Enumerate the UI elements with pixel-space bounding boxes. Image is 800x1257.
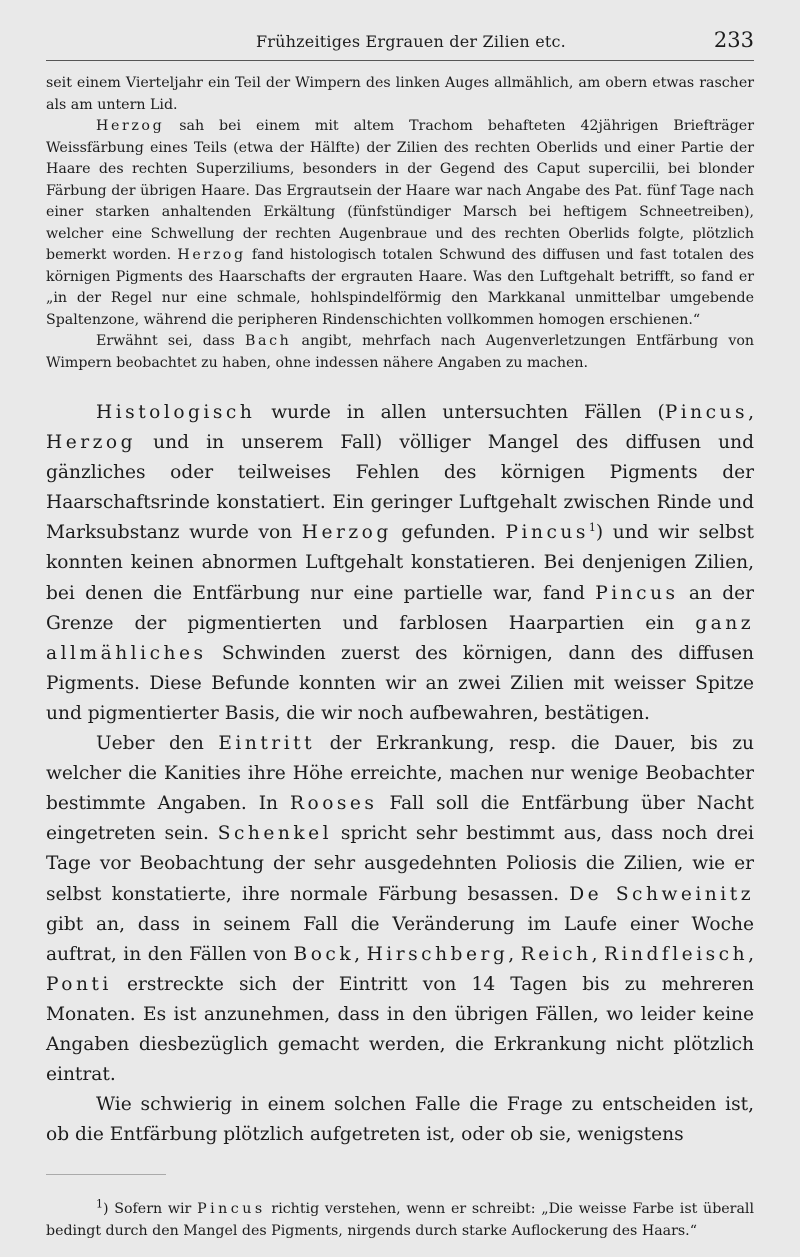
text-span: richtig verstehen, wenn er schreibt: „Die weisse Farbe ist überall bedingt durch den Mangel des Pigments, nirgends durch starke Auflockerung des Haars.“ xyxy=(46,1201,754,1239)
author-name: Herzog xyxy=(177,247,246,263)
small-paragraph-3 xyxy=(46,331,754,374)
text-span: gibt an, dass in seinem Fall die Veränderung im Laufe einer Woche auftrat, in den Fällen von xyxy=(46,913,754,965)
text-span: erstreckte sich der Eintritt von 14 Tagen bis zu mehreren Monaten. Es ist anzunehmen, dass in den übrigen Fällen, wo leider keine Angaben diesbezüglich gemacht werden, die Erkrankung nicht plötzlich eintrat. xyxy=(46,973,754,1086)
author-name: De Schweinitz xyxy=(569,883,755,905)
footnote xyxy=(46,1199,754,1242)
emphasis: Histologisch xyxy=(96,402,256,423)
author-name: Herzog xyxy=(96,118,165,134)
author-name: Herzog xyxy=(46,432,137,454)
text-span: angibt, mehrfach nach Augenverletzungen Entfärbung von Wimpern beobachtet zu haben, ohne indessen nähere Angaben zu machen. xyxy=(46,333,755,371)
main-paragraph-3: Wie schwierig in einem solchen Falle die Frage zu entscheiden ist, ob die Entfärbung plötzlich aufgetreten ist, oder ob sie, wenigstens xyxy=(46,1094,754,1146)
author-name: Pincus xyxy=(664,402,749,423)
text-span: , xyxy=(748,402,754,423)
text-span: an der Grenze der pigmentierten und farblosen Haarpartien ein xyxy=(46,582,755,634)
author-name: Rooses xyxy=(290,793,378,815)
main-text-block xyxy=(46,398,754,1150)
text-span: ) Sofern wir xyxy=(103,1201,192,1218)
small-paragraph-2 xyxy=(46,116,754,331)
main-paragraph-2 xyxy=(46,729,754,1090)
text-span: , xyxy=(748,943,754,965)
page-number: 233 xyxy=(713,28,754,52)
author-name: Reich xyxy=(520,943,592,965)
author-name: Pincus xyxy=(197,1201,266,1218)
footnote-text xyxy=(46,1199,754,1242)
text-span: , xyxy=(354,943,361,965)
text-span: wurde in allen untersuchten Fällen ( xyxy=(271,402,665,423)
text-span: Fall soll die Entfärbung über Nacht eingetreten sein. xyxy=(46,793,754,845)
emphasis: ganz allmähliches xyxy=(46,612,754,664)
text-span: der Erkrankung, resp. die Dauer, bis zu welcher die Kanities ihre Höhe erreichte, machen nur wenige Beobachter bestimmte Angaben. In xyxy=(46,733,754,815)
text-span: ) und wir selbst konnten keinen abnormen Luftgehalt konstatieren. Bei denjenigen Zilien, bei denen die Entfärbung nur eine partielle war, fand xyxy=(46,522,754,604)
text-span: Erwähnt sei, dass xyxy=(96,333,235,349)
text-span: , xyxy=(591,943,598,965)
author-name: Pincus xyxy=(595,582,679,604)
small-paragraph-1: seit einem Vierteljahr ein Teil der Wimpern des linken Auges allmählich, am obern etwas rascher als am untern Lid. xyxy=(46,75,754,113)
text-span: fand histologisch totalen Schwund des diffusen und fast totalen des körnigen Pigments des Haarschafts der ergrauten Haare. Was den Luftgehalt betrifft, so fand er „in der Regel nur eine schmale, hohlspindelförmig den Markkanal unmittelbar umgebende Spaltenzone, während die peripheren Rindenschichten vollkommen homogen erschienen.“ xyxy=(46,247,755,328)
main-paragraph-1 xyxy=(46,398,754,729)
text-span: und in unserem Fall) völliger Mangel des diffusen und gänzliches oder teilweises Fehlen des körnigen Pigments der Haarschaftsrinde konstatiert. Ein geringer Luftgehalt zwischen Rinde und Marksubstanz wurde von xyxy=(46,432,754,544)
text-span: Schwinden zuerst des körnigen, dann des diffusen Pigments. Diese Befunde konnten wir an zwei Zilien mit weisser Spitze und pigmentierter Basis, die wir noch aufbewahren, bestätigen. xyxy=(46,642,754,724)
author-name: Rindfleisch xyxy=(604,943,749,965)
footnote-divider xyxy=(46,1174,166,1175)
author-name: Herzog xyxy=(301,522,392,544)
author-name: Hirschberg xyxy=(366,943,509,965)
author-name: Bock xyxy=(293,943,355,965)
footnote-marker: 1 xyxy=(96,1197,103,1211)
text-span: gefunden. xyxy=(401,522,496,544)
running-header xyxy=(46,26,754,61)
author-name: Bach xyxy=(245,333,292,349)
header-title: Frühzeitiges Ergrauen der Zilien etc. xyxy=(256,32,566,51)
text-span: spricht sehr bestimmt aus, dass noch drei Tage vor Beobachtung der sehr ausgedehnten Poliosis die Zilien, wie er selbst konstatierte, ihre normale Färbung besassen. xyxy=(46,823,754,905)
text-span: , xyxy=(508,943,515,965)
small-print-block xyxy=(46,73,754,374)
text-span: Ueber den xyxy=(96,733,204,755)
author-name: Pincus xyxy=(505,522,589,544)
author-name: Ponti xyxy=(46,973,112,995)
emphasis: Eintritt xyxy=(218,733,316,755)
footnote-ref: 1 xyxy=(588,521,596,535)
text-span: sah bei einem mit altem Trachom behafteten 42jährigen Briefträger Weissfärbung eines Teils (etwa der Hälfte) der Zilien des rechten Oberlids und einer Partie der Haare des rechten Superziliums, besonders in der Gegend des Caput supercilii, bei blonder Färbung der übrigen Haare. Das Ergrautsein der Haare war nach Angabe des Pat. fünf Tage nach einer starken anhaltenden Erkältung (fünfstündiger Marsch bei heftigem Schneetreiben), welcher eine Schwellung der rechten Augenbraue und des rechten Oberlids folgte, plötzlich bemerkt worden. xyxy=(46,118,754,263)
author-name: Schenkel xyxy=(217,823,333,845)
